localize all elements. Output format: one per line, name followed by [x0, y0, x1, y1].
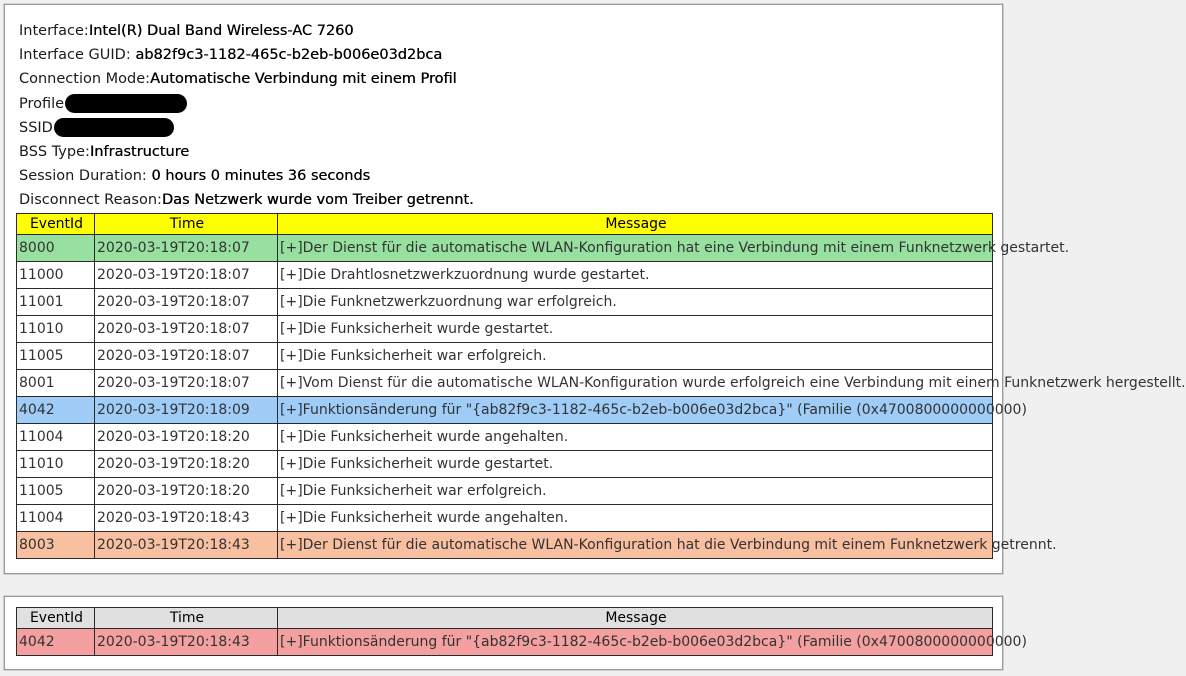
- message-cell: [+]Die Funksicherheit wurde angehalten.: [278, 424, 993, 451]
- time-cell: 2020-03-19T20:18:20: [95, 451, 278, 478]
- mode-line: [19, 67, 474, 91]
- message-cell: [+]Vom Dienst für die automatische WLAN-Konfiguration wurde erfolgreich eine Verbindung mit einem Funknetzwerk hergestellt.: [278, 370, 993, 397]
- bss-label: BSS Type:: [19, 143, 90, 160]
- table-row[interactable]: [17, 235, 993, 262]
- event-table: [16, 213, 1186, 559]
- ssid-label: SSID: [19, 119, 53, 136]
- time-cell: 2020-03-19T20:18:43: [95, 505, 278, 532]
- interface-line: [19, 19, 474, 43]
- ssid-redaction: [54, 118, 174, 137]
- reason-line: [19, 188, 474, 212]
- event-id-cell: 11000: [17, 262, 95, 289]
- table-row[interactable]: [17, 424, 993, 451]
- ssid-line: [19, 116, 474, 140]
- profile-label: Profile: [19, 95, 65, 112]
- event-id-cell: 11005: [17, 343, 95, 370]
- interface-label: Interface:: [19, 23, 89, 39]
- header-message[interactable]: Message: [278, 608, 993, 629]
- table-row[interactable]: [17, 316, 993, 343]
- time-cell: 2020-03-19T20:18:07: [95, 370, 278, 397]
- time-cell: 2020-03-19T20:18:07: [95, 235, 278, 262]
- interface-value: Intel(R) Dual Band Wireless-AC 7260: [88, 23, 354, 39]
- mode-value: Automatische Verbindung mit einem Profil: [150, 71, 457, 88]
- event-id-cell: 4042: [17, 629, 95, 656]
- time-cell: 2020-03-19T20:18:43: [95, 532, 278, 559]
- guid-label: Interface GUID:: [19, 47, 136, 64]
- event-table-header: [17, 214, 993, 235]
- event-id-cell: 4042: [17, 397, 95, 424]
- guid-value: ab82f9c3-1182-465c-b2eb-b006e03d2bca: [135, 47, 443, 64]
- event-id-cell: 11001: [17, 289, 95, 316]
- bss-line: [19, 140, 474, 164]
- event-id-cell: 8001: [17, 370, 95, 397]
- session-panel: [4, 4, 1186, 574]
- header-event-id[interactable]: EventId: [17, 214, 95, 235]
- header-time[interactable]: Time: [95, 608, 278, 629]
- event-id-cell: 11005: [17, 478, 95, 505]
- time-cell: 2020-03-19T20:18:20: [95, 478, 278, 505]
- time-cell: 2020-03-19T20:18:07: [95, 316, 278, 343]
- reason-label: Disconnect Reason:: [19, 192, 162, 209]
- duration-label: Session Duration:: [19, 168, 152, 185]
- reason-value: Das Netzwerk wurde vom Treiber getrennt.: [161, 192, 474, 209]
- profile-redaction: [65, 94, 187, 113]
- header-time[interactable]: Time: [95, 214, 278, 235]
- table-row[interactable]: [17, 262, 993, 289]
- pending-table-header: [17, 608, 993, 629]
- event-id-cell: 8003: [17, 532, 95, 559]
- profile-line: [19, 92, 474, 116]
- message-cell: [+]Die Funksicherheit war erfolgreich.: [278, 343, 993, 370]
- table-row[interactable]: [17, 629, 993, 656]
- event-id-cell: 11010: [17, 316, 95, 343]
- message-cell: [+]Die Funksicherheit wurde angehalten.: [278, 505, 993, 532]
- duration-value: 0 hours 0 minutes 36 seconds: [151, 168, 371, 185]
- event-id-cell: 11010: [17, 451, 95, 478]
- event-id-cell: 8000: [17, 235, 95, 262]
- table-row[interactable]: [17, 505, 993, 532]
- event-id-cell: 11004: [17, 505, 95, 532]
- pending-event-table: [16, 607, 1027, 656]
- table-row[interactable]: [17, 343, 993, 370]
- mode-label: Connection Mode:: [19, 71, 151, 88]
- table-row[interactable]: [17, 532, 993, 559]
- event-id-cell: 11004: [17, 424, 95, 451]
- time-cell: 2020-03-19T20:18:09: [95, 397, 278, 424]
- table-row[interactable]: [17, 370, 993, 397]
- message-cell: [+]Die Drahtlosnetzwerkzuordnung wurde gestartet.: [278, 262, 993, 289]
- time-cell: 2020-03-19T20:18:07: [95, 262, 278, 289]
- time-cell: 2020-03-19T20:18:07: [95, 343, 278, 370]
- pending-table-body: [17, 629, 1027, 656]
- message-cell: [+]Funktionsänderung für "{ab82f9c3-1182-465c-b2eb-b006e03d2bca}" (Familie (0x4700800000000000): [278, 397, 993, 424]
- guid-line: [19, 43, 474, 67]
- message-cell: [+]Die Funksicherheit wurde gestartet.: [278, 316, 993, 343]
- table-row[interactable]: [17, 478, 993, 505]
- time-cell: 2020-03-19T20:18:43: [95, 629, 278, 656]
- time-cell: 2020-03-19T20:18:20: [95, 424, 278, 451]
- event-table-body: [17, 235, 1186, 559]
- table-row[interactable]: [17, 451, 993, 478]
- table-row[interactable]: [17, 289, 993, 316]
- message-cell: [+]Die Funksicherheit wurde gestartet.: [278, 451, 993, 478]
- bss-value: Infrastructure: [89, 143, 190, 160]
- duration-line: [19, 164, 474, 188]
- message-cell: [+]Der Dienst für die automatische WLAN-Konfiguration hat die Verbindung mit einem Funknetzwerk getrennt.: [278, 532, 993, 559]
- header-event-id[interactable]: EventId: [17, 608, 95, 629]
- message-cell: [+]Die Funksicherheit war erfolgreich.: [278, 478, 993, 505]
- header-message[interactable]: Message: [278, 214, 993, 235]
- table-row[interactable]: [17, 397, 993, 424]
- message-cell: [+]Der Dienst für die automatische WLAN-Konfiguration hat eine Verbindung mit einem Funknetzwerk gestartet.: [278, 235, 993, 262]
- session-info: [19, 19, 474, 213]
- pending-event-panel: [4, 596, 1027, 670]
- message-cell: [+]Die Funknetzwerkzuordnung war erfolgreich.: [278, 289, 993, 316]
- message-cell: [+]Funktionsänderung für "{ab82f9c3-1182-465c-b2eb-b006e03d2bca}" (Familie (0x4700800000000000): [278, 629, 993, 656]
- time-cell: 2020-03-19T20:18:07: [95, 289, 278, 316]
